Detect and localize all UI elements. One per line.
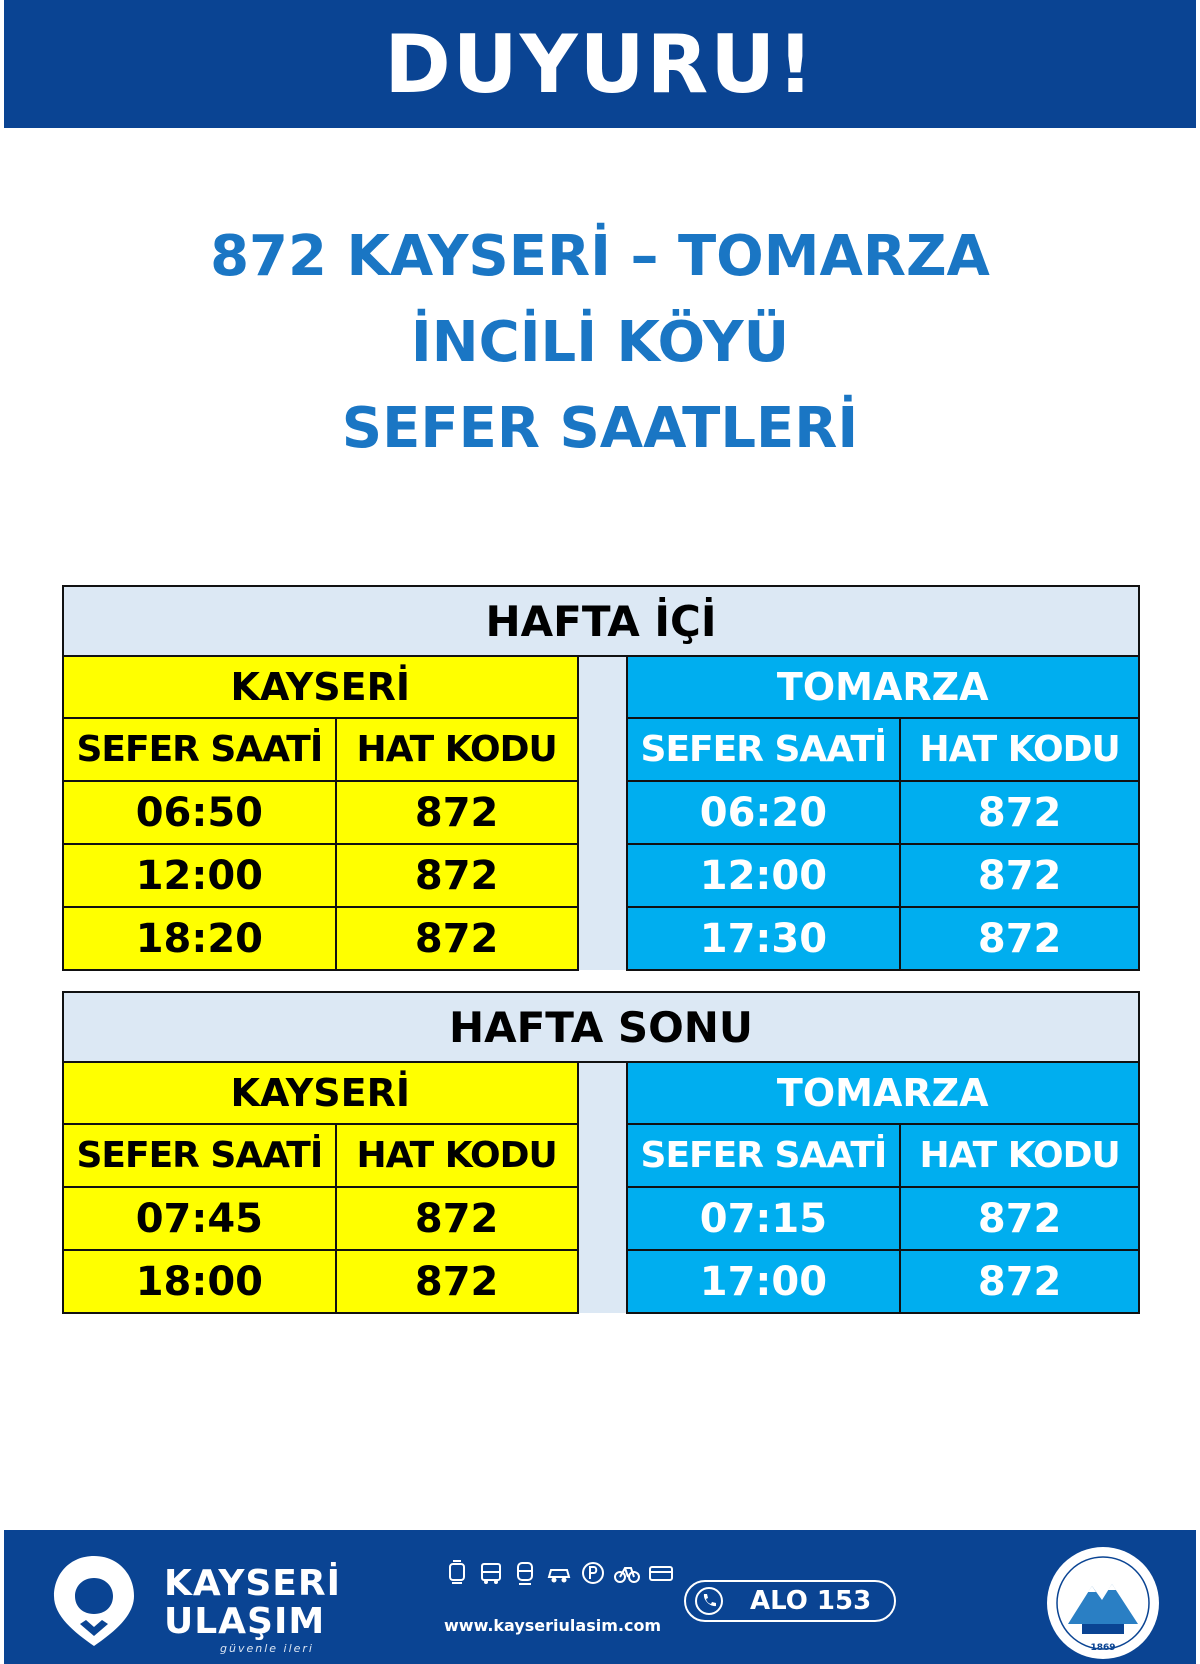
column-header: HAT KODU xyxy=(336,1124,578,1187)
bus-icon xyxy=(478,1560,504,1586)
footer-banner xyxy=(4,1530,1196,1664)
logo-text: ULAŞIM xyxy=(164,1601,326,1642)
hotline-number: ALO 153 xyxy=(750,1586,872,1616)
line-code: 872 xyxy=(900,907,1139,970)
departure-time: 07:45 xyxy=(63,1187,336,1250)
column-header: HAT KODU xyxy=(900,718,1139,781)
departure-time: 18:00 xyxy=(63,1250,336,1313)
column-header: SEFER SAATİ xyxy=(63,1124,336,1187)
column-header: HAT KODU xyxy=(336,718,578,781)
weekday-schedule-table xyxy=(62,585,1140,971)
seal-year: 1869 xyxy=(1090,1643,1116,1653)
line-code: 872 xyxy=(336,781,578,844)
departure-time: 07:15 xyxy=(627,1187,901,1250)
location-pin-icon xyxy=(44,1550,144,1650)
line-code: 872 xyxy=(900,1250,1139,1313)
announcement-title: DUYURU! xyxy=(384,17,816,111)
departure-time: 06:50 xyxy=(63,781,336,844)
weekday-kayseri-header: KAYSERİ xyxy=(63,656,578,718)
column-gap xyxy=(578,1062,627,1313)
website-link[interactable]: www.kayseriulasim.com xyxy=(444,1616,662,1635)
phone-icon xyxy=(694,1586,724,1616)
departure-time: 18:20 xyxy=(63,907,336,970)
tram-icon xyxy=(444,1560,470,1586)
column-header: SEFER SAATİ xyxy=(627,718,901,781)
schedule-heading xyxy=(0,214,1200,472)
line-code: 872 xyxy=(336,1250,578,1313)
line-code: 872 xyxy=(336,907,578,970)
departure-time: 12:00 xyxy=(627,844,901,907)
transport-modes xyxy=(444,1560,674,1586)
departure-time: 12:00 xyxy=(63,844,336,907)
weekday-title: HAFTA İÇİ xyxy=(63,586,1139,656)
line-code: 872 xyxy=(336,844,578,907)
line-code: 872 xyxy=(336,1187,578,1250)
column-header: SEFER SAATİ xyxy=(63,718,336,781)
heading-village: İNCİLİ KÖYÜ xyxy=(410,310,790,375)
line-code: 872 xyxy=(900,781,1139,844)
heading-route: 872 KAYSERİ – TOMARZA xyxy=(210,224,990,289)
heading-schedule: SEFER SAATLERİ xyxy=(341,396,859,461)
bicycle-icon xyxy=(614,1560,640,1586)
column-header: SEFER SAATİ xyxy=(627,1124,901,1187)
column-header: HAT KODU xyxy=(900,1124,1139,1187)
departure-time: 17:00 xyxy=(627,1250,901,1313)
weekend-kayseri-header: KAYSERİ xyxy=(63,1062,578,1124)
hotline-badge[interactable] xyxy=(684,1580,896,1622)
car-icon xyxy=(546,1560,572,1586)
weekend-tomarza-header: TOMARZA xyxy=(627,1062,1139,1124)
logo-text: KAYSERİ xyxy=(164,1563,342,1604)
column-gap xyxy=(578,656,627,970)
top-banner xyxy=(4,0,1196,128)
departure-time: 17:30 xyxy=(627,907,901,970)
weekday-tomarza-header: TOMARZA xyxy=(627,656,1139,718)
metro-icon xyxy=(512,1560,538,1586)
line-code: 872 xyxy=(900,1187,1139,1250)
slogan: güvenle ileri xyxy=(220,1642,314,1655)
line-code: 872 xyxy=(900,844,1139,907)
weekend-schedule-table xyxy=(62,991,1140,1314)
municipality-seal-icon xyxy=(1044,1544,1162,1662)
parking-icon xyxy=(580,1560,606,1586)
departure-time: 06:20 xyxy=(627,781,901,844)
card-icon xyxy=(648,1560,674,1586)
weekend-title: HAFTA SONU xyxy=(63,992,1139,1062)
